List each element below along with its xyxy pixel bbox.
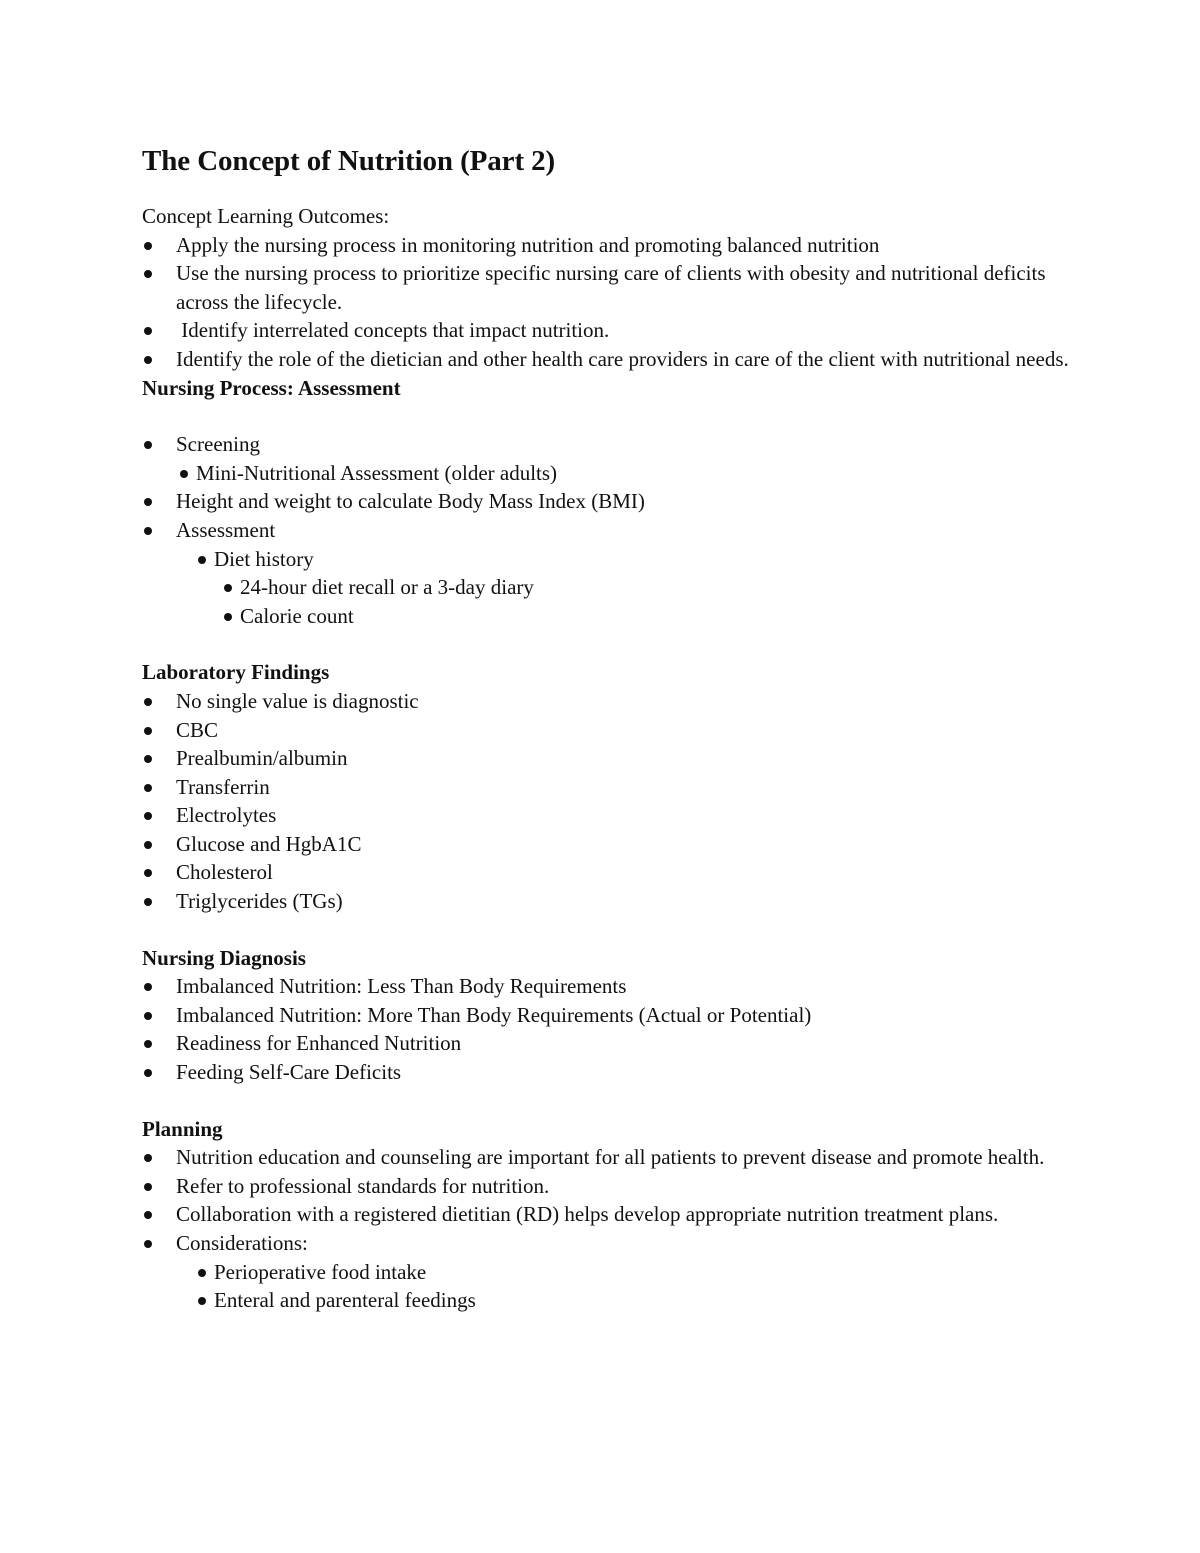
list-item: Identify the role of the dietician and other health care providers in care of the client with nutritional needs. xyxy=(142,345,1082,374)
lab-list xyxy=(142,687,1082,916)
list-item: CBC xyxy=(142,716,1082,745)
screening-sublist xyxy=(178,459,1082,488)
section-heading-diagnosis: Nursing Diagnosis xyxy=(142,945,306,970)
section-heading-planning: Planning xyxy=(142,1116,223,1141)
list-item: Collaboration with a registered dietitian (RD) helps develop appropriate nutrition treatment plans. xyxy=(142,1200,1082,1229)
diagnosis-list xyxy=(142,972,1082,1086)
list-item: Prealbumin/albumin xyxy=(142,744,1082,773)
list-item: Transferrin xyxy=(142,773,1082,802)
list-item: Assessment xyxy=(142,516,1082,545)
assessment-sublist xyxy=(196,545,1082,574)
list-item: Feeding Self-Care Deficits xyxy=(142,1058,1082,1087)
planning-list xyxy=(142,1143,1082,1257)
section-heading-assessment: Nursing Process: Assessment xyxy=(142,375,401,400)
considerations-sublist xyxy=(196,1258,1082,1315)
list-item: Imbalanced Nutrition: Less Than Body Requirements xyxy=(142,972,1082,1001)
list-item: Identify interrelated concepts that impact nutrition. xyxy=(142,316,1082,345)
list-item: Apply the nursing process in monitoring nutrition and promoting balanced nutrition xyxy=(142,231,1082,260)
list-item: Enteral and parenteral feedings xyxy=(196,1286,1082,1315)
assessment-list xyxy=(142,430,1082,459)
list-item: Electrolytes xyxy=(142,801,1082,830)
assessment-list-cont xyxy=(142,487,1082,544)
list-item: Readiness for Enhanced Nutrition xyxy=(142,1029,1082,1058)
document-body xyxy=(142,202,1082,1315)
list-item: 24-hour diet recall or a 3-day diary xyxy=(222,573,1082,602)
list-item: Use the nursing process to prioritize specific nursing care of clients with obesity and nutritional deficits across the lifecycle. xyxy=(142,259,1082,316)
list-item: Mini-Nutritional Assessment (older adults) xyxy=(178,459,1082,488)
list-item: Height and weight to calculate Body Mass Index (BMI) xyxy=(142,487,1082,516)
outcomes-label: Concept Learning Outcomes: xyxy=(142,204,390,228)
outcomes-list xyxy=(142,231,1082,374)
section-heading-lab: Laboratory Findings xyxy=(142,660,330,685)
list-item: Nutrition education and counseling are important for all patients to prevent disease and promote health. xyxy=(142,1143,1082,1172)
list-item: Calorie count xyxy=(222,602,1082,631)
list-item: Refer to professional standards for nutrition. xyxy=(142,1172,1082,1201)
list-item: Considerations: xyxy=(142,1229,1082,1258)
list-item: Diet history xyxy=(196,545,1082,574)
list-item: No single value is diagnostic xyxy=(142,687,1082,716)
list-item: Glucose and HgbA1C xyxy=(142,830,1082,859)
list-item: Imbalanced Nutrition: More Than Body Requirements (Actual or Potential) xyxy=(142,1001,1082,1030)
list-item: Cholesterol xyxy=(142,858,1082,887)
list-item xyxy=(142,430,1082,459)
list-item-text: Screening xyxy=(176,432,260,457)
list-item: Triglycerides (TGs) xyxy=(142,887,1082,916)
list-item: Perioperative food intake xyxy=(196,1258,1082,1287)
diet-history-sublist-wrap xyxy=(222,573,1082,630)
page-title: The Concept of Nutrition (Part 2) xyxy=(142,145,556,177)
